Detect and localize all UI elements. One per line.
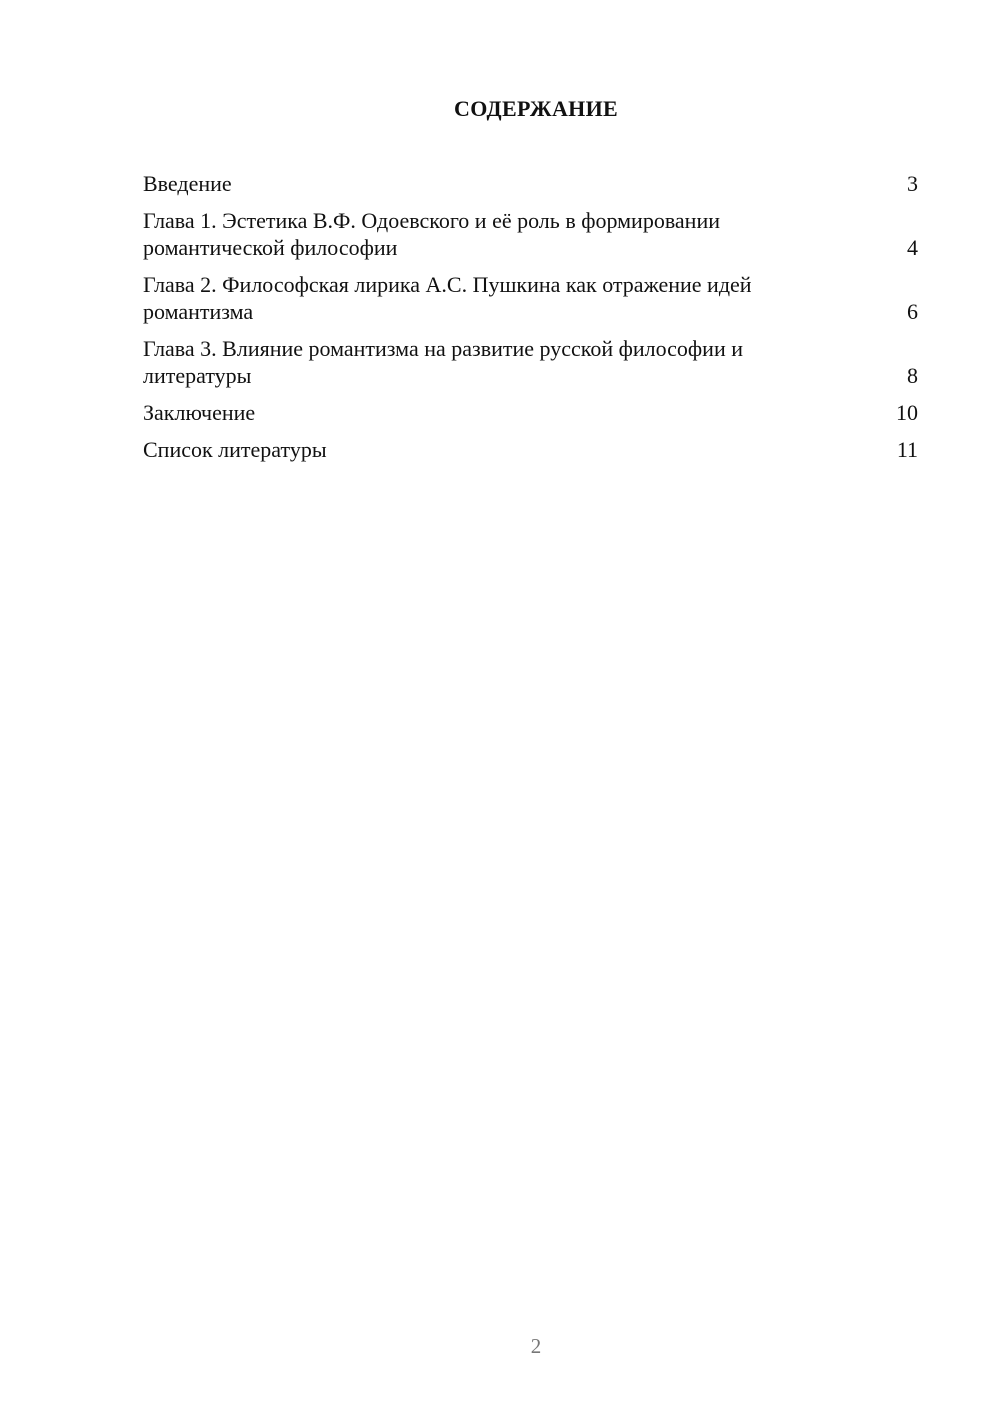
toc-entry-text: Глава 1. Эстетика В.Ф. Одоевского и её роль в формировании романтической философии [143,208,721,260]
toc-entry-chapter-3 [143,335,918,389]
toc-entry-bibliography [143,436,918,463]
toc-entry-page: 4 [907,235,918,260]
page-title: СОДЕРЖАНИЕ [454,96,618,121]
toc-entry-text: Заключение [143,400,256,425]
toc-entry-text: Введение [143,171,232,196]
toc-entry-page: 6 [907,299,918,324]
page-number: 2 [530,1334,542,1358]
table-of-contents [143,170,918,473]
toc-entry-conclusion [143,399,918,426]
toc-entry-page: 8 [907,363,918,388]
toc-entry-page: 10 [896,400,918,425]
toc-entry-page: 11 [896,437,918,462]
toc-entry-chapter-1 [143,207,918,261]
toc-entry-text: Глава 2. Философская лирика А.С. Пушкина как отражение идей романтизма [143,272,752,324]
toc-entry-text: Глава 3. Влияние романтизма на развитие русской философии и литературы [143,336,744,388]
toc-entry-introduction [143,170,918,197]
toc-entry-chapter-2 [143,271,918,325]
toc-entry-page: 3 [907,171,918,196]
toc-entry-text: Список литературы [143,437,327,462]
